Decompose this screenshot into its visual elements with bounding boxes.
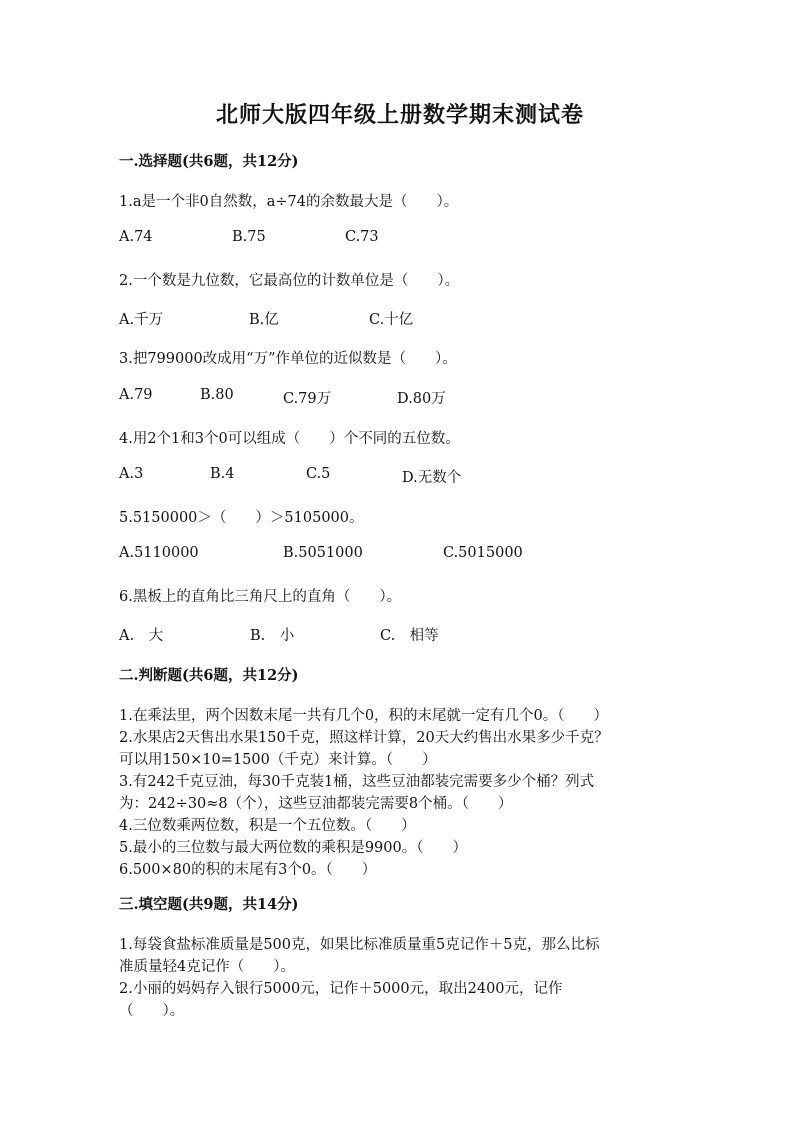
question-option: C.73 — [345, 229, 379, 245]
question-line: （ ）。 — [119, 1003, 185, 1019]
question-option: D.80万 — [397, 391, 446, 407]
question-line: 可以用150×10=1500（千克）来计算。（ ） — [119, 752, 437, 768]
question-option: A.3 — [119, 466, 144, 482]
question-option: B.5051000 — [283, 545, 363, 561]
question-line: 为：242÷30≈8（个），这些豆油都装完需要8个桶。（ ） — [119, 796, 513, 812]
question-line: 2.小丽的妈妈存入银行5000元，记作＋5000元，取出2400元，记作 — [119, 981, 563, 997]
question-line: 1.每袋食盐标准质量是500克，如果比标准质量重5克记作＋5克，那么比标 — [119, 937, 600, 953]
question-option: A. 大 — [119, 628, 164, 644]
question-line: 3.有242千克豆油，每30千克装1桶，这些豆油都装完需要多少个桶？列式 — [119, 774, 595, 790]
question-option: C.5 — [306, 466, 331, 482]
section-heading-judgement: 二.判断题(共6题，共12分) — [119, 667, 299, 684]
question-option: B.亿 — [249, 312, 279, 328]
question-option: C.十亿 — [369, 312, 414, 328]
question-stem: 1.a是一个非0自然数，a÷74的余数最大是（ ）。 — [119, 194, 459, 210]
question-option: B.80 — [200, 387, 234, 403]
section-heading-fill-in: 三.填空题(共9题，共14分) — [119, 896, 299, 913]
question-option: C.79万 — [283, 391, 332, 407]
question-line: 6.500×80的积的末尾有3个0。（ ） — [119, 862, 377, 878]
question-option: D.无数个 — [402, 470, 462, 486]
question-stem: 3.把799000改成用“万”作单位的近似数是（ ）。 — [119, 351, 457, 367]
section-heading-choice: 一.选择题(共6题，共12分) — [119, 153, 299, 170]
question-line: 5.最小的三位数与最大两位数的乘积是9900。（ ） — [119, 840, 467, 856]
question-option: A.5110000 — [119, 545, 199, 561]
question-line: 4.三位数乘两位数，积是一个五位数。（ ） — [119, 818, 416, 834]
page-title: 北师大版四年级上册数学期末测试卷 — [215, 102, 584, 128]
question-option: C. 相等 — [380, 628, 439, 644]
question-option: A.74 — [119, 229, 153, 245]
question-line: 准质量轻4克记作（ ）。 — [119, 959, 295, 975]
question-line: 1.在乘法里，两个因数末尾一共有几个0，积的末尾就一定有几个0。（ ） — [119, 708, 609, 724]
question-stem: 4.用2个1和3个0可以组成（ ）个不同的五位数。 — [119, 431, 460, 447]
question-stem: 6.黑板上的直角比三角尺上的直角（ ）。 — [119, 589, 402, 605]
question-stem: 5.5150000＞（ ）＞5105000。 — [119, 510, 364, 526]
question-option: B. 小 — [250, 628, 295, 644]
question-stem: 2.一个数是九位数，它最高位的计数单位是（ ）。 — [119, 273, 460, 289]
question-option: A.79 — [119, 387, 153, 403]
question-option: A.千万 — [119, 312, 164, 328]
question-option: B.75 — [232, 229, 266, 245]
question-option: B.4 — [210, 466, 235, 482]
question-line: 2.水果店2天售出水果150千克，照这样计算，20天大约售出水果多少千克？ — [119, 730, 609, 746]
question-option: C.5015000 — [443, 545, 523, 561]
